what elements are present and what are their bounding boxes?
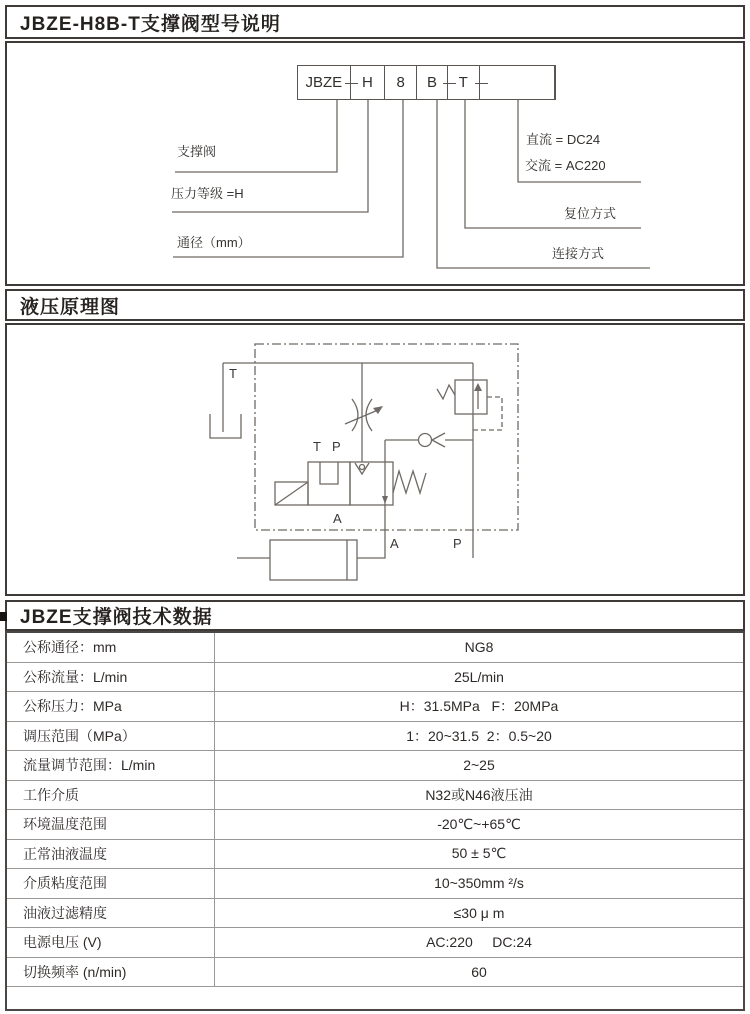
section-marker <box>0 612 7 621</box>
throttle-valve-symbol <box>345 363 383 462</box>
relief-valve-symbol <box>437 380 502 430</box>
table-row <box>7 663 743 693</box>
technical-data-table <box>5 631 745 1011</box>
check-valve-symbol <box>385 433 473 462</box>
tank-label: T <box>229 366 237 381</box>
table-section-header <box>5 600 745 631</box>
table-row <box>7 633 743 663</box>
model-code-cell-pressure: H <box>351 66 386 99</box>
enclosure-boundary <box>255 344 518 530</box>
model-code-cell-connection: B <box>417 66 448 99</box>
table-row <box>7 869 743 899</box>
row-label: 流量调节范围：L/min <box>7 751 215 780</box>
row-value: ≤30 μ m <box>453 904 505 921</box>
row-label: 调压范围（MPa） <box>7 722 215 751</box>
hydraulic-schematic <box>5 323 745 596</box>
callout-dc-voltage: 直流 = DC24 <box>526 132 601 147</box>
row-value: 10~350mm ²/s <box>434 875 524 892</box>
model-code-cell-series: JBZE <box>298 66 351 99</box>
row-label: 环境温度范围 <box>7 810 215 839</box>
a-work-line <box>357 505 385 558</box>
row-value: 2~25 <box>463 757 495 774</box>
row-value: N32或N46液压油 <box>425 786 533 803</box>
row-label: 电源电压 (V) <box>7 928 215 957</box>
model-code-cell-reset: T <box>448 66 480 99</box>
schematic-section-header <box>5 289 745 321</box>
table-row <box>7 692 743 722</box>
callout-connection-mode: 连接方式 <box>552 246 605 261</box>
row-value: -20℃~+65℃ <box>437 815 521 832</box>
row-value: 60 <box>471 963 487 980</box>
line-p-label: P <box>453 536 462 551</box>
model-section-title: JBZE-H8B-T支撑阀型号说明 <box>20 13 281 35</box>
valve-port-p-label: P <box>332 439 341 454</box>
model-section-header <box>5 5 745 39</box>
callout-line-connection <box>437 100 650 268</box>
model-callout-lines <box>5 41 745 286</box>
table-row <box>7 840 743 870</box>
callout-reset-mode: 复位方式 <box>564 206 617 221</box>
table-row <box>7 722 743 752</box>
directional-valve-symbol <box>275 462 426 505</box>
row-label: 工作介质 <box>7 781 215 810</box>
row-value: AC:220 DC:24 <box>426 934 532 951</box>
table-row <box>7 810 743 840</box>
table-row <box>7 928 743 958</box>
row-value: NG8 <box>464 639 494 656</box>
row-value: 1：20~31.5 2：0.5~20 <box>406 727 552 744</box>
table-row <box>7 958 743 988</box>
table-section-title: JBZE支撑阀技术数据 <box>20 607 213 628</box>
valve-port-t-label: T <box>313 439 321 454</box>
callout-ac-voltage: 交流 = AC220 <box>525 158 606 173</box>
table-row-empty <box>7 987 743 1009</box>
schematic-section-title: 液压原理图 <box>20 296 121 318</box>
callout-diameter: 通径（mm） <box>177 235 251 250</box>
model-code-cell-size: 8 <box>385 66 417 99</box>
table-row <box>7 899 743 929</box>
row-label: 油液过滤精度 <box>7 899 215 928</box>
line-a-label: A <box>390 536 399 551</box>
row-value: 25L/min <box>454 668 504 685</box>
row-label: 公称流量：L/min <box>7 663 215 692</box>
row-value: 50 ± 5℃ <box>451 845 507 862</box>
cylinder-symbol <box>237 540 357 580</box>
callout-pressure-grade: 压力等级 =H <box>171 186 244 201</box>
callout-support-valve: 支撑阀 <box>177 144 217 159</box>
row-label: 公称压力：MPa <box>7 692 215 721</box>
callout-line-support-valve <box>175 100 337 172</box>
row-label: 正常油液温度 <box>7 840 215 869</box>
row-label: 切换频率 (n/min) <box>7 958 215 987</box>
table-row <box>7 751 743 781</box>
table-row <box>7 781 743 811</box>
valve-port-a-label: A <box>333 511 342 526</box>
row-label: 介质粘度范围 <box>7 869 215 898</box>
row-label: 公称通径：mm <box>7 633 215 662</box>
row-value: H：31.5MPa F：20MPa <box>399 698 559 715</box>
